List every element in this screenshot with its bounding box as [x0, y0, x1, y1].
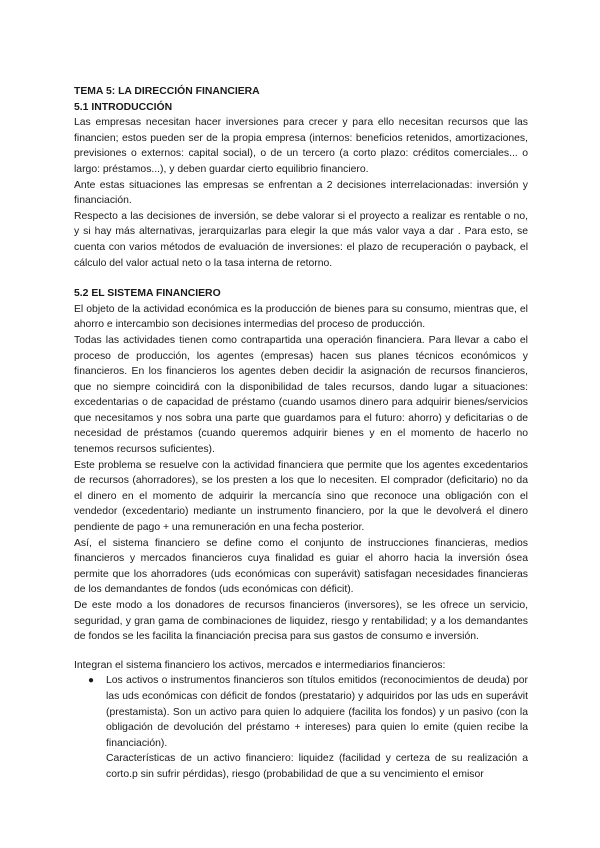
spacer [74, 271, 528, 286]
section-heading-sistema-financiero: 5.2 EL SISTEMA FINANCIERO [74, 288, 221, 300]
list-item-text: Características de un activo financiero: liquidez (facilidad y certeza de su realización a corto.p sin sufrir pérdidas), riesgo (probabilidad de que a su vencimiento el emisor [106, 753, 528, 780]
paragraph: El objeto de la actividad económica es la producción de bienes para su consumo, mientras que, el ahorro e intercambio son decisiones intermedias del proceso de producción. [74, 303, 528, 331]
document-page [74, 84, 528, 783]
bullet-list [74, 673, 528, 782]
paragraph: Ante estas situaciones las empresas se enfrentan a 2 decisiones interrelacionadas: inversión y financiación. [74, 179, 528, 207]
paragraph: Este problema se resuelve con la actividad financiera que permite que los agentes excedentarios de recursos (ahorradores), se los presten a los que lo necesiten. El comprador (deficitario) no da el dinero en el momento de adquirir la mercancía sino que reconoce una obligación con el vendedor (excedentario) mediante un instrumento financiero, por la que le devolverá el dinero pendiente de pago + una remuneración en una fecha posterior. [74, 459, 528, 534]
list-item-text: Los activos o instrumentos financieros son títulos emitidos (reconocimientos de deuda) por las uds económicas con déficit de fondos (prestatario) y adquiridos por las uds en superávit (prestamista). Son un activo para quien lo adquiere (facilita los fondos) y un pasivo (con la obligación de devolución del préstamo + intereses) para quien lo emite (quien recibe la financiación). [106, 675, 528, 749]
paragraph: De este modo a los donadores de recursos financieros (inversores), se les ofrece un servicio, seguridad, y gran gama de combinaciones de liquidez, riesgo y rentabilidad; y a los demandantes de fondos se les facilita la financiación precisa para sus gastos de consumo e inversión. [74, 600, 528, 643]
paragraph: Respecto a las decisiones de inversión, se debe valorar si el proyecto a realizar es rentable o no, y si hay más alternativas, jerarquizarlas para elegir la que más valor vaya a dar . Para esto, se cuenta con varios métodos de evaluación de inversiones: el plazo de recuperación o payback, el cálculo del valor actual neto o la tasa interna de retorno. [74, 210, 528, 269]
document-title: TEMA 5: LA DIRECCIÓN FINANCIERA [74, 86, 260, 97]
list-item [74, 673, 528, 782]
paragraph: Todas las actividades tienen como contrapartida una operación financiera. Para llevar a cabo el proceso de producción, los agentes (empresas) hacen sus planes técnicos económicos y financieros. En los financieros los agentes deben decidir la asignación de recursos financieros, que no siempre coincidirá con la disponibilidad de tales recursos, dando lugar a situaciones: excedentarias o de capacidad de préstamo (cuando usamos dinero para adquirir bienes/servicios que necesitamos y nos sobra una parte que guardamos para el futuro: ahorro) y deficitarias o de necesidad de préstamos (cuando queremos adquirir bienes y en el momento de hacerlo no tenemos recursos suficientes). [74, 334, 528, 456]
paragraph: Las empresas necesitan hacer inversiones para crecer y para ello necesitan recursos que las financien; estos pueden ser de la propia empresa (internos: beneficios retenidos, amortizaciones, previsiones o externos: capital social), o de un tercero (a corto plazo: créditos comerciales... o largo: préstamos...), y deben guardar cierto equilibrio financiero. [74, 117, 528, 175]
section-heading-introduccion: 5.1 INTRODUCCIÓN [74, 101, 173, 113]
bullet-icon: ● [88, 675, 95, 687]
paragraph: Integran el sistema financiero los activos, mercados e intermediarios financieros: [74, 659, 446, 671]
paragraph: Así, el sistema financiero se define como el conjunto de instrucciones financieras, medios financieros y mercados financieros cuya finalidad es guiar el ahorro hacia la inversión ósea permite que los ahorradores (uds económicas con superávit) satisfagan necesidades financieras de los demandantes de fondos (uds económicas con déficit). [74, 537, 528, 596]
spacer [74, 645, 528, 658]
